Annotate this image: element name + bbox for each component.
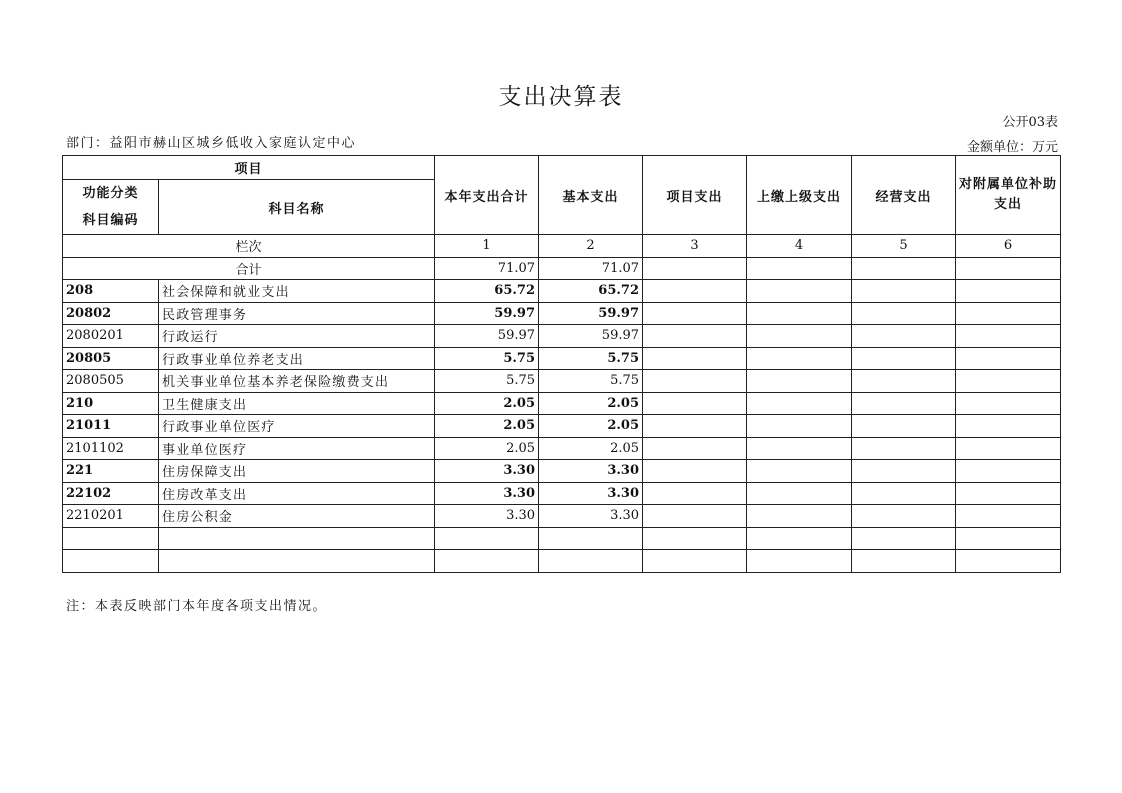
subsidy-amount	[956, 437, 1061, 460]
subject-code: 210	[63, 392, 159, 415]
subject-name: 住房改革支出	[159, 482, 435, 505]
total-amount: 59.97	[435, 325, 539, 348]
subsidy-amount	[956, 392, 1061, 415]
upper-amount	[747, 325, 852, 348]
subject-name: 卫生健康支出	[159, 392, 435, 415]
header-business: 经营支出	[852, 156, 956, 235]
business-amount	[852, 302, 956, 325]
total-amount: 5.75	[435, 370, 539, 393]
table-row	[63, 280, 1061, 303]
empty-cell	[63, 527, 159, 550]
header-func-class-label: 功能分类	[82, 186, 139, 201]
upper-amount	[747, 370, 852, 393]
subject-code: 21011	[63, 415, 159, 438]
business-amount	[852, 347, 956, 370]
subject-code: 2210201	[63, 505, 159, 528]
total-amount: 71.07	[435, 257, 539, 280]
subsidy-amount	[956, 302, 1061, 325]
project-amount	[643, 370, 747, 393]
column-index-6: 6	[956, 235, 1061, 258]
form-number: 公开03表	[1002, 115, 1058, 130]
subject-name: 民政管理事务	[159, 302, 435, 325]
subject-name: 住房保障支出	[159, 460, 435, 483]
empty-cell	[63, 550, 159, 573]
project-amount	[643, 302, 747, 325]
total-amount: 5.75	[435, 347, 539, 370]
business-amount	[852, 460, 956, 483]
empty-cell	[956, 550, 1061, 573]
subject-code: 20805	[63, 347, 159, 370]
basic-amount: 59.97	[539, 325, 643, 348]
subsidy-amount	[956, 460, 1061, 483]
business-amount	[852, 437, 956, 460]
project-amount	[643, 280, 747, 303]
total-amount: 2.05	[435, 415, 539, 438]
subject-name: 住房公积金	[159, 505, 435, 528]
column-index-row	[63, 235, 1061, 258]
upper-amount	[747, 415, 852, 438]
header-subject-name: 科目名称	[159, 180, 435, 235]
subject-code: 2101102	[63, 437, 159, 460]
subsidy-amount	[956, 415, 1061, 438]
business-amount	[852, 482, 956, 505]
upper-amount	[747, 460, 852, 483]
table-row	[63, 482, 1061, 505]
total-amount: 59.97	[435, 302, 539, 325]
business-amount	[852, 392, 956, 415]
project-amount	[643, 325, 747, 348]
footnote: 注：本表反映部门本年度各项支出情况。	[66, 599, 328, 614]
empty-row	[63, 550, 1061, 573]
header-subject-code-label: 科目编码	[82, 213, 139, 228]
basic-amount: 3.30	[539, 460, 643, 483]
column-index-1: 1	[435, 235, 539, 258]
basic-amount: 2.05	[539, 415, 643, 438]
subject-name: 机关事业单位基本养老保险缴费支出	[159, 370, 435, 393]
total-amount: 3.30	[435, 460, 539, 483]
column-index-5: 5	[852, 235, 956, 258]
table-row	[63, 460, 1061, 483]
expenditure-table	[62, 155, 1061, 573]
column-index-label: 栏次	[63, 235, 435, 258]
business-amount	[852, 505, 956, 528]
header-item: 项目	[63, 156, 435, 180]
table-row	[63, 437, 1061, 460]
total-amount: 3.30	[435, 482, 539, 505]
empty-cell	[539, 527, 643, 550]
business-amount	[852, 325, 956, 348]
basic-amount: 2.05	[539, 392, 643, 415]
subsidy-amount	[956, 482, 1061, 505]
subsidy-amount	[956, 505, 1061, 528]
total-amount: 2.05	[435, 437, 539, 460]
upper-amount	[747, 347, 852, 370]
upper-amount	[747, 392, 852, 415]
subsidy-amount	[956, 325, 1061, 348]
header-func-class	[63, 180, 159, 235]
empty-cell	[643, 527, 747, 550]
upper-amount	[747, 482, 852, 505]
column-index-3: 3	[643, 235, 747, 258]
column-index-4: 4	[747, 235, 852, 258]
project-amount	[643, 482, 747, 505]
subject-name: 行政运行	[159, 325, 435, 348]
empty-cell	[747, 550, 852, 573]
basic-amount: 5.75	[539, 370, 643, 393]
subsidy-amount	[956, 370, 1061, 393]
upper-amount	[747, 280, 852, 303]
subject-name: 行政事业单位医疗	[159, 415, 435, 438]
header-subsidy: 对附属单位补助支出	[956, 156, 1061, 235]
empty-cell	[159, 550, 435, 573]
basic-amount: 3.30	[539, 482, 643, 505]
subsidy-amount	[956, 280, 1061, 303]
upper-amount	[747, 302, 852, 325]
project-amount	[643, 415, 747, 438]
business-amount	[852, 370, 956, 393]
header-basic: 基本支出	[539, 156, 643, 235]
subject-code: 221	[63, 460, 159, 483]
subject-code: 20802	[63, 302, 159, 325]
upper-amount	[747, 437, 852, 460]
total-amount: 65.72	[435, 280, 539, 303]
table-row	[63, 505, 1061, 528]
table-row	[63, 415, 1061, 438]
project-amount	[643, 505, 747, 528]
total-label: 合计	[63, 257, 435, 280]
column-index-2: 2	[539, 235, 643, 258]
upper-amount	[747, 505, 852, 528]
subject-code: 2080201	[63, 325, 159, 348]
page-title: 支出决算表	[498, 84, 624, 110]
basic-amount: 2.05	[539, 437, 643, 460]
total-row	[63, 257, 1061, 280]
empty-cell	[539, 550, 643, 573]
empty-cell	[159, 527, 435, 550]
subject-name: 行政事业单位养老支出	[159, 347, 435, 370]
basic-amount: 65.72	[539, 280, 643, 303]
table-row	[63, 302, 1061, 325]
table-row	[63, 347, 1061, 370]
empty-cell	[852, 527, 956, 550]
header-total: 本年支出合计	[435, 156, 539, 235]
project-amount	[643, 347, 747, 370]
empty-cell	[435, 550, 539, 573]
basic-amount: 3.30	[539, 505, 643, 528]
table-row	[63, 325, 1061, 348]
basic-amount: 59.97	[539, 302, 643, 325]
amount-unit-label: 金额单位：万元	[966, 140, 1058, 155]
total-amount: 3.30	[435, 505, 539, 528]
empty-cell	[852, 550, 956, 573]
business-amount	[852, 280, 956, 303]
subject-code: 208	[63, 280, 159, 303]
subsidy-amount	[956, 347, 1061, 370]
subject-name: 社会保障和就业支出	[159, 280, 435, 303]
table-row	[63, 392, 1061, 415]
subject-code: 22102	[63, 482, 159, 505]
business-amount	[852, 415, 956, 438]
department-label: 部门：益阳市赫山区城乡低收入家庭认定中心	[66, 136, 357, 151]
empty-cell	[643, 550, 747, 573]
empty-cell	[956, 527, 1061, 550]
empty-cell	[435, 527, 539, 550]
header-upper: 上缴上级支出	[747, 156, 852, 235]
total-amount: 2.05	[435, 392, 539, 415]
subject-code: 2080505	[63, 370, 159, 393]
subject-name: 事业单位医疗	[159, 437, 435, 460]
project-amount	[643, 392, 747, 415]
header-project: 项目支出	[643, 156, 747, 235]
table-row	[63, 370, 1061, 393]
total-basic: 71.07	[539, 257, 643, 280]
basic-amount: 5.75	[539, 347, 643, 370]
project-amount	[643, 460, 747, 483]
empty-row	[63, 527, 1061, 550]
project-amount	[643, 437, 747, 460]
empty-cell	[747, 527, 852, 550]
